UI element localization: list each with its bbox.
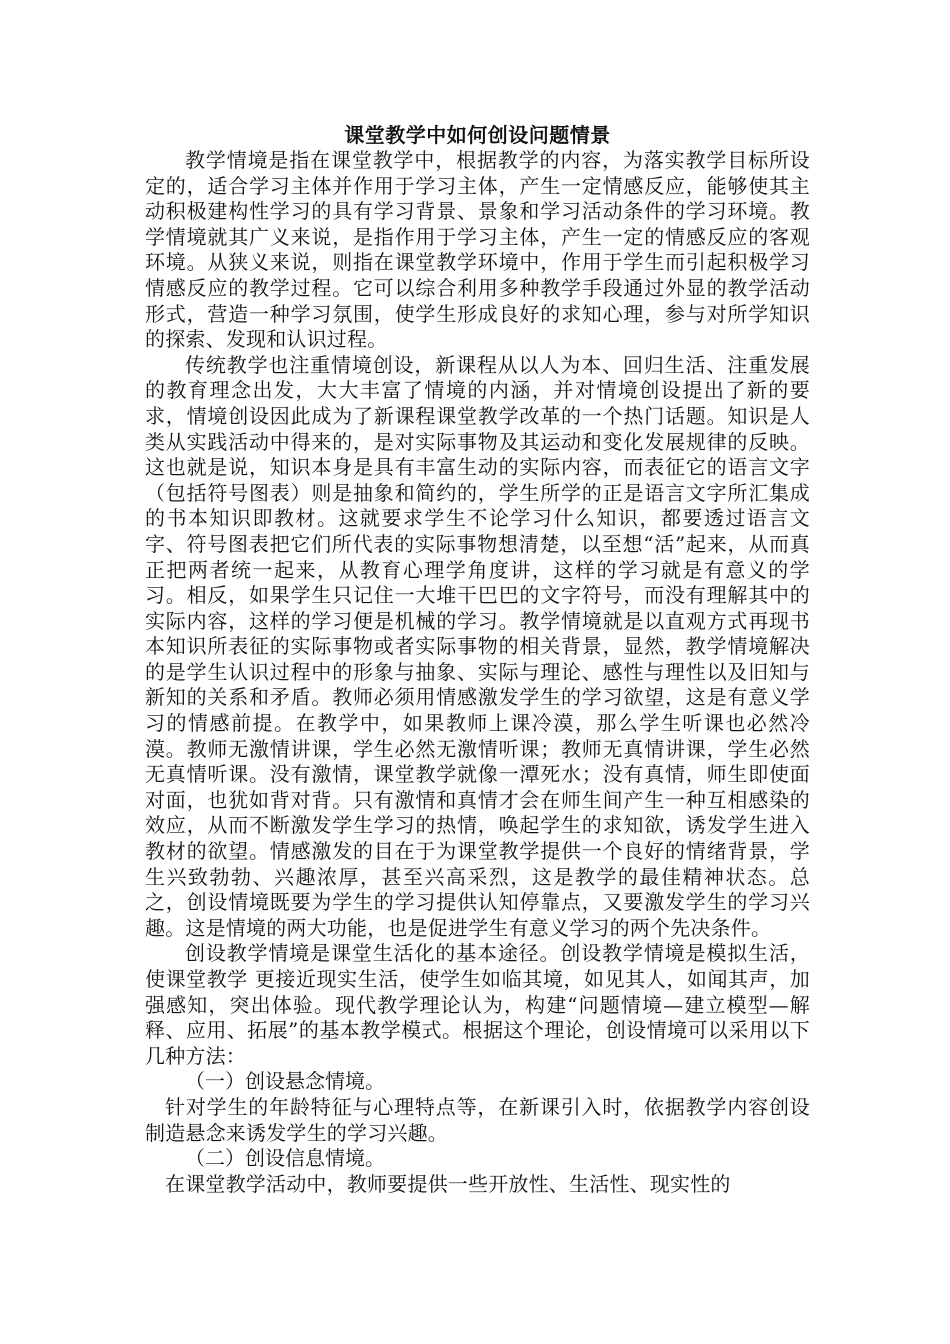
paragraph-creating-situations: 创设教学情境是课堂生活化的基本途径。创设教学情境是模拟生活，使课堂教学 更接近现实生活，使学生如临其境，如见其人，如闻其声，加强感知，突出体验。现代教学理论认为，构建“问题情境—建立模型—解释、应用、拓展”的基本教学模式。根据这个理论，创设情境可以采用以下几种方法： — [145, 941, 810, 1068]
paragraph-traditional-teaching: 传统教学也注重情境创设，新课程从以人为本、回归生活、注重发展的教育理念出发，大大丰富了情境的内涵，并对情境创设提出了新的要求，情境创设因此成为了新课程课堂教学改革的一个热门话题。知识是人类从实践活动中得来的，是对实际事物及其运动和变化发展规律的反映。这也就是说，知识本身是具有丰富生动的实际内容，而表征它的语言文字（包括符号图表）则是抽象和简约的，学生所学的正是语言文字所汇集成的书本知识即教材。这就要求学生不论学习什么知识，都要透过语言文字、符号图表把它们所代表的实际事物想清楚，以至想“活”起来，从而真正把两者统一起来，从教育心理学角度讲，这样的学习就是有意义的学习。相反，如果学生只记住一大堆干巴巴的文字符号，而没有理解其中的实际内容，这样的学习便是机械的学习。教学情境就是以直观方式再现书本知识所表征的实际事物或者实际事物的相关背景，显然，教学情境解决的是学生认识过程中的形象与抽象、实际与理论、感性与理性以及旧知与新知的关系和矛盾。教师必须用情感激发学生的学习欲望，这是有意义学习的情感前提。在教学中，如果教师上课冷漠，那么学生听课也必然冷漠。教师无激情讲课，学生必然无激情听课；教师无真情讲课，学生必然无真情听课。没有激情，课堂教学就像一潭死水；没有真情，师生即使面对面，也犹如背对背。只有激情和真情才会在师生间产生一种互相感染的效应，从而不断激发学生学习的热情，唤起学生的求知欲，诱发学生进入教材的欲望。情感激发的目在于为课堂教学提供一个良好的情绪背景，学生兴致勃勃、兴趣浓厚，甚至兴高采烈，这是教学的最佳精神状态。总之，创设情境既要为学生的学习提供认知停靠点，又要激发学生的学习兴趣。这是情境的两大功能，也是促进学生有意义学习的两个先决条件。 — [145, 352, 810, 940]
document-title: 课堂教学中如何创设问题情景 — [344, 123, 611, 147]
document-body — [145, 122, 810, 1197]
section-heading-information: （二）创设信息情境。 — [185, 1146, 385, 1171]
paragraph-information: 在课堂教学活动中，教师要提供一些开放性、生活性、现实性的 — [165, 1171, 731, 1196]
section-heading-suspense: （一）创设悬念情境。 — [185, 1069, 385, 1094]
paragraph-intro: 教学情境是指在课堂教学中，根据教学的内容，为落实教学目标所设定的，适合学习主体并作用于学习主体，产生一定情感反应，能够使其主动积极建构性学习的具有学习背景、景象和学习活动条件的学习环境。教学情境就其广义来说，是指作用于学习主体，产生一定的情感反应的客观环境。从狭义来说，则指在课堂教学环境中，作用于学生而引起积极学习情感反应的教学过程。它可以综合利用多种教学手段通过外显的教学活动形式，营造一种学习氛围，使学生形成良好的求知心理，参与对所学知识的探索、发现和认识过程。 — [145, 148, 810, 352]
paragraph-suspense: 针对学生的年龄特征与心理特点等，在新课引入时，依据教学内容创设制造悬念来诱发学生的学习兴趣。 — [145, 1094, 810, 1145]
